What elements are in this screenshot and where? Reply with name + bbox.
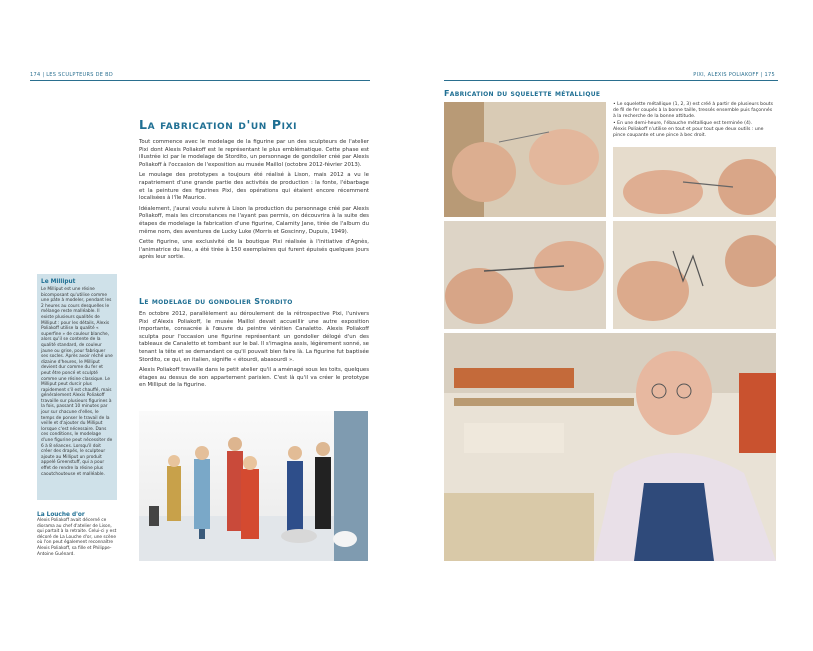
caption-title: La Louche d'or xyxy=(37,512,85,518)
caption-line: • Le squelette métallique (1, 2, 3) est créé à partir de plusieurs bouts de fil de fer coupés à la bonne taille, tressés ensemble puis façonnés à la recherche de la bonne attitude. xyxy=(613,102,774,120)
paragraph: Cette figurine, une exclusivité de la boutique Pixi réalisée à l'initiative d'Agnès, l'animatrice du lieu, a été tirée à 150 exemplaires qui furent épuisés quelques jours après leur sortie. xyxy=(139,239,369,261)
paragraph: Idéalement, j'aurai voulu suivre à Lison la production du personnage créé par Alexis Poliakoff, mais les circonstances ne l'ayant pas permis, on découvrira à la suite des étapes de modelage la fabrication d'une figurine, Calamity Jane, tirée de l'album du même nom, des aventures de Lucky Luke (Morris et Goscinny, Dupuis, 1949). xyxy=(139,205,369,235)
paragraph: Alexis Poliakoff travaille dans le petit atelier qu'il a aménagé sous les toits, quelques étages au dessus de son appartement parisien. C'est là qu'il va créer le prototype en Milliput de la figurine. xyxy=(139,367,369,389)
paragraph: En octobre 2012, parallèlement au déroulement de la rétrospective Pixi, l'univers Pixi d'Alexis Poliakoff, le musée Maillol devait accueillir une autre exposition importante, consacrée à l'œuvre du peintre vénitien Canaletto. Alexis Poliakoff sculpta pour l'occasion une figurine représentant un gondolier délogé d'un des tableaux de Canaletto et tombant sur le bal. Il s'imagina assis, légèrement sonné, se tenant la tête et se demandant ce qu'il pouvait bien faire là. La figurine fut baptisée Stordito, ce qui, en italien, signifie « étourdi, abasourdi ». xyxy=(139,311,369,363)
milliput-sidebar xyxy=(37,274,117,500)
caption-line: Alexis Poliakoff n'utilise en tout et pour tout que deux outils : une pince coupante et une pince à bec droit. xyxy=(613,126,764,139)
photo-step-2 xyxy=(613,147,776,217)
figurines-photo xyxy=(139,411,368,561)
paragraph: Le moulage des prototypes a toujours été réalisé à Lison, mais 2012 a vu le rapatriement d'une grande partie des activités de production : la fonte, l'ébarbage et la peinture des figurines Pixi, des opérations qui étaient encore récemment localisées à l'île Maurice. xyxy=(139,172,369,202)
photo-step-4 xyxy=(613,221,776,329)
running-head-left: 174 | LES SCULPTEURS DE BD xyxy=(30,72,114,78)
paragraph: Tout commence avec le modelage de la figurine par un des sculpteurs de l'atelier Pixi dont Alexis Poliakoff est le représentant le plus emblématique. Cette phase est illustrée ici par le modelage de Stordito, un personnage de gondolier créé par Alexis Poliakoff à l'occasion de l'exposition au musée Maillol (octobre 2012-février 2013). xyxy=(139,139,369,168)
running-head-right: PIXI, ALEXIS POLIAKOFF | 175 xyxy=(693,72,775,78)
header-rule-left xyxy=(30,80,370,81)
photo-step-3 xyxy=(444,221,606,329)
workshop-photo xyxy=(444,333,776,561)
header-rule-right xyxy=(444,80,778,81)
louche-caption xyxy=(37,512,119,557)
skeleton-caption xyxy=(613,102,776,139)
right-section-title: Fabrication du squelette métallique xyxy=(444,89,601,98)
sidebar-title: Le Milliput xyxy=(41,279,76,285)
caption-text: Alexis Poliakoff avait décerné ce diorama au chef d'atelier de Lison, qui partait à la retraite. Celui-ci y est décoré de La Louche d'or, une scène où l'on peut également reconnaître Alexis Poliakoff, sa fille et Philippe-Antoine Guénard. xyxy=(37,518,117,557)
page-title: La fabrication d'un Pixi xyxy=(139,117,298,132)
sidebar-text: Le Milliput est une résine bicomposant qu'utilise comme une pâte à modeler, pendant les 2 heures au cours desquelles le mélange reste malléable. Il existe plusieurs qualités de Milliput : pour les détails, Alexis Poliakoff utilise la qualité « superfine » de couleur blanche, alors qu'il se contente de la qualité standard, de couleur jaune ou grise, pour fabriquer ses socles. Après avoir réché une dizaine d'heures, le Milliput devient dur comme du fer et peut être poncé et sculpté comme une résine classique. Le Milliput peut durcir plus rapidement s'il est chauffé, mais généralement Alexis Poliakoff travaille sur plusieurs figurines à la fois, passant 10 minutes par jour sur chacune d'elles, le temps de ponser le travail de la veille et d'ajouter du Milliput lorsque c'est nécessaire. Dans ces conditions, le modelage d'une figurine peut nécessiter de 6 à 8 séances. Lorsqu'il doit créer des drapés, le sculpteur ajoute au Milliput un produit appelé Greenstuff, qui a pour effet de rendre la résine plus caoutchouteuse et malléable. xyxy=(41,287,113,477)
section-subhead: Le modelage du gondolier Stordito xyxy=(139,297,293,306)
intro-text xyxy=(139,139,369,265)
photo-step-1 xyxy=(444,102,606,217)
modelage-text xyxy=(139,311,369,393)
caption-line: • En une demi-heure, l'ébauche métallique est terminée (4). xyxy=(613,120,753,126)
